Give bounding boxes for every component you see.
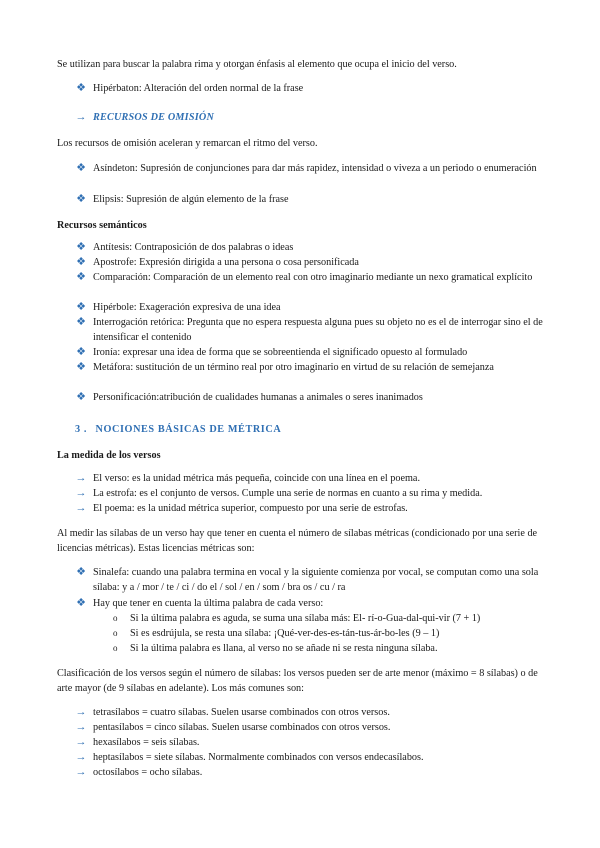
- list-item-pentasilabos: → pentasílabos = cinco sílabas. Suelen usarse combinados con otros versos.: [75, 721, 391, 733]
- list-item-ironia: ❖ Ironía: expresar una idea de forma que se sobreentienda el significado opuesto al formulado: [76, 346, 468, 358]
- sub-item-esdrujula: o Si es esdrújula, se resta una sílaba: ¡Qué-ver-des-es-tán-tus-ár-bo-les (9 – 1): [113, 628, 440, 639]
- diamond-bullet-icon: ❖: [76, 193, 86, 205]
- list-item-heptasilabos: → heptasílabos = siete sílabas. Normalmente combinados con versos endecasílabos.: [75, 751, 424, 763]
- diamond-bullet-icon: ❖: [76, 566, 86, 578]
- semanticos-heading: Recursos semánticos: [57, 220, 147, 231]
- diamond-bullet-icon: ❖: [76, 162, 86, 174]
- omision-intro-paragraph: Los recursos de omisión aceleran y remarcan el ritmo del verso.: [57, 138, 318, 149]
- list-item-sinalefa: ❖ Sinalefa: cuando una palabra termina en vocal y la siguiente comienza por vocal, se computan como una sola sílaba: y a / mor / te / ci / do el / sol / en / som / bra os / cu / ra: [76, 566, 539, 593]
- arrow-icon: →: [75, 721, 87, 733]
- intro-paragraph: Se utilizan para buscar la palabra rima y otorgan énfasis al elemento que ocupa el inicio del verso.: [57, 59, 457, 70]
- circle-bullet-icon: o: [113, 613, 118, 623]
- circle-bullet-icon: o: [113, 628, 118, 638]
- diamond-bullet-icon: ❖: [76, 82, 86, 94]
- list-item-verso: → El verso: es la unidad métrica más pequeña, coincide con una línea en el poema.: [75, 472, 421, 484]
- section-heading-omision: [75, 110, 550, 125]
- arrow-icon: →: [75, 736, 87, 748]
- list-item-hiperbaton: ❖ Hipérbaton: Alteración del orden normal de la frase: [76, 82, 304, 94]
- section-number: 3 .: [75, 424, 87, 435]
- list-item-hiperbole: ❖ Hipérbole: Exageración expresiva de una idea: [76, 301, 281, 313]
- clasificacion-paragraph: Clasificación de los versos según el número de sílabas: los versos pueden ser de arte menor (máximo = 8 sílabas) o de arte mayor (de 9 sílabas en adelante). Los más comunes son:: [57, 668, 538, 694]
- silabas-intro-paragraph: Al medir las sílabas de un verso hay que tener en cuenta el número de sílabas métricas (condicionado por una serie de licencias métricas). Estas licencias métricas son:: [57, 528, 538, 554]
- list-item-ultima-palabra: ❖ Hay que tener en cuenta la última palabra de cada verso:: [76, 597, 324, 609]
- list-item-interrogacion: ❖ Interrogación retórica: Pregunta que no espera respuesta alguna pues su objeto no es el de interrogar sino el de intensificar el contenido: [76, 316, 543, 343]
- circle-bullet-icon: o: [113, 643, 118, 653]
- arrow-icon: →: [75, 502, 87, 514]
- list-item-hexasilabos: → hexasílabos = seis sílabas.: [75, 736, 200, 748]
- diamond-bullet-icon: ❖: [76, 316, 86, 328]
- section-title: RECURSOS DE OMISIÓN: [93, 112, 214, 123]
- diamond-bullet-icon: ❖: [76, 361, 86, 373]
- sub-item-llana: o Si la última palabra es llana, al verso no se añade ni se resta ninguna sílaba.: [113, 643, 438, 654]
- diamond-bullet-icon: ❖: [76, 256, 86, 268]
- section-heading-metrica: [75, 422, 570, 437]
- diamond-bullet-icon: ❖: [76, 391, 86, 403]
- diamond-bullet-icon: ❖: [76, 346, 86, 358]
- diamond-bullet-icon: ❖: [76, 241, 86, 253]
- list-item-personificacion: ❖ Personificación:atribución de cualidades humanas a animales o seres inanimados: [76, 391, 423, 403]
- list-item-asindeton: ❖ Asíndeton: Supresión de conjunciones para dar más rapidez, intensidad o viveza a un periodo o enumeración: [76, 162, 537, 174]
- sub-item-aguda: o Si la última palabra es aguda, se suma una sílaba más: El- rí-o-Gua-dal-qui-vir (7 + 1): [113, 613, 481, 624]
- list-item-tetrasilabos: → tetrasílabos = cuatro sílabas. Suelen usarse combinados con otros versos.: [75, 706, 390, 718]
- diamond-bullet-icon: ❖: [76, 271, 86, 283]
- arrow-icon: →: [75, 487, 87, 499]
- list-item-poema: → El poema: es la unidad métrica superior, compuesto por una serie de estrofas.: [75, 502, 408, 514]
- list-item-comparacion: ❖ Comparación: Comparación de un elemento real con otro imaginario mediante un nexo gramatical explícito: [76, 271, 533, 283]
- list-item-apostrofe: ❖ Apostrofe: Expresión dirigida a una persona o cosa personificada: [76, 256, 359, 268]
- list-item-elipsis: ❖ Elipsis: Supresión de algún elemento de la frase: [76, 193, 289, 205]
- list-item-metafora: ❖ Metáfora: sustitución de un término real por otro imaginario en virtud de su relación de semejanza: [76, 361, 494, 373]
- list-item-antitesis: ❖ Antítesis: Contraposición de dos palabras o ideas: [76, 241, 294, 253]
- arrow-icon: →: [75, 751, 87, 763]
- list-item-estrofa: → La estrofa: es el conjunto de versos. Cumple una serie de normas en cuanto a su rima y medida.: [75, 487, 483, 499]
- arrow-icon: →: [75, 706, 87, 718]
- diamond-bullet-icon: ❖: [76, 301, 86, 313]
- arrow-icon: →: [75, 111, 87, 123]
- medida-heading: La medida de los versos: [57, 450, 161, 461]
- arrow-icon: →: [75, 766, 87, 778]
- diamond-bullet-icon: ❖: [76, 597, 86, 609]
- list-item-octosilabos: → octosílabos = ocho sílabas.: [75, 766, 203, 778]
- arrow-icon: →: [75, 472, 87, 484]
- section-title: NOCIONES BÁSICAS DE MÉTRICA: [95, 424, 282, 435]
